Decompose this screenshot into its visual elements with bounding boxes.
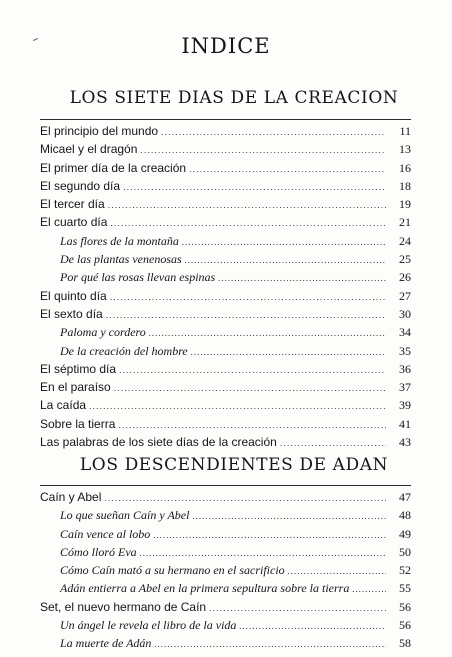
- dot-leader: [119, 361, 386, 379]
- toc-entry-title: Cómo lloró Eva: [60, 544, 137, 559]
- toc-entry-title: El principio del mundo: [40, 124, 159, 138]
- toc-subentry: [40, 232, 411, 250]
- toc-subentry: [40, 323, 411, 341]
- section-heading-creation: LOS SIETE DIAS DE LA CREACION: [69, 88, 399, 108]
- toc-subentry: [40, 342, 411, 360]
- toc-entry-title: Set, el nuevo hermano de Caín: [40, 599, 207, 614]
- dot-leader: [154, 635, 386, 653]
- toc-entry: [40, 488, 411, 506]
- toc-entry-page: 13: [399, 142, 411, 157]
- dot-leader: [192, 507, 386, 525]
- toc-entry: [40, 140, 411, 158]
- toc-entry-page: 47: [399, 490, 411, 504]
- toc-entry: [40, 159, 411, 177]
- toc-entry: [40, 378, 411, 396]
- toc-entry-page: 16: [399, 160, 411, 175]
- toc-entry-page: 30: [399, 306, 411, 321]
- toc-entry: [40, 287, 411, 305]
- toc-entry-page: 26: [399, 270, 411, 285]
- toc-entry-title: El quinto día: [40, 288, 107, 303]
- toc-entry-title: Caín y Abel: [40, 490, 102, 504]
- toc-subentry: [40, 525, 411, 543]
- dot-leader: [352, 580, 386, 598]
- dot-leader: [108, 196, 386, 214]
- dot-leader: [104, 489, 386, 507]
- toc-entry-page: 50: [399, 544, 411, 559]
- toc-entry-title: El séptimo día: [40, 361, 117, 376]
- dot-leader: [140, 544, 386, 562]
- dot-leader: [239, 617, 386, 635]
- section-divider: [40, 485, 411, 486]
- toc-entry-title: Paloma y cordero: [60, 325, 146, 340]
- dot-leader: [110, 214, 386, 232]
- toc-entry-page: 36: [399, 361, 411, 376]
- dot-leader: [114, 379, 386, 397]
- toc-entry-title: En el paraíso: [40, 380, 111, 395]
- toc-entry: [40, 122, 411, 140]
- dot-leader: [153, 526, 386, 544]
- toc-subentry: [40, 634, 411, 652]
- toc-subentry: [40, 250, 411, 268]
- section-heading-descendants: LOS DESCENDIENTES DE ADAN: [79, 455, 389, 475]
- toc-entry-page: 52: [399, 563, 411, 578]
- dot-leader: [280, 434, 386, 452]
- toc-subentry: [40, 616, 411, 634]
- toc-entry-page: 41: [399, 416, 411, 431]
- toc-entry-title: Adán entierra a Abel en la primera sepultura sobre la tierra: [60, 581, 350, 596]
- toc-entry-page: 19: [399, 197, 411, 212]
- toc-entry-page: 25: [399, 252, 411, 267]
- toc-entry-page: 48: [399, 508, 411, 523]
- toc-entry-page: 11: [399, 124, 411, 138]
- toc-entry-title: Lo que sueñan Caín y Abel: [60, 508, 190, 523]
- dot-leader: [149, 324, 386, 342]
- toc-entry-title: De la creación del hombre: [60, 343, 188, 358]
- toc-entry-title: Cómo Caín mató a su hermano en el sacrificio: [60, 563, 285, 578]
- toc-entry-page: 55: [399, 581, 411, 596]
- dot-leader: [110, 288, 386, 306]
- toc-entry: [40, 433, 411, 451]
- toc-entry-title: Micael y el dragón: [40, 142, 138, 157]
- dot-leader: [161, 123, 386, 141]
- section-divider: [40, 119, 411, 120]
- toc-entry-page: 21: [399, 215, 411, 230]
- toc-entry-title: Caín vence al lobo: [60, 526, 151, 541]
- toc-entry: [40, 598, 411, 616]
- dot-leader: [118, 416, 386, 434]
- toc-entry-page: 27: [399, 288, 411, 303]
- dot-leader: [185, 251, 386, 269]
- toc-entry-title: Sobre la tierra: [40, 416, 116, 431]
- toc-entry-page: 37: [399, 380, 411, 395]
- dot-leader: [123, 178, 386, 196]
- toc-entry: [40, 415, 411, 433]
- dot-leader: [191, 343, 386, 361]
- toc-entry-page: 18: [399, 178, 411, 193]
- toc-entry-page: 34: [399, 325, 411, 340]
- toc-list-descendants: [40, 488, 411, 653]
- toc-entry-title: El sexto día: [40, 306, 103, 321]
- toc-subentry: [40, 561, 411, 579]
- dot-leader: [89, 397, 386, 415]
- toc-entry: [40, 305, 411, 323]
- toc-list-creation: [40, 122, 411, 451]
- toc-entry-title: La caída: [40, 398, 87, 413]
- dot-leader: [106, 306, 386, 324]
- toc-entry: [40, 177, 411, 195]
- dot-leader: [182, 233, 386, 251]
- toc-entry-title: De las plantas venenosas: [60, 252, 182, 267]
- toc-entry-page: 56: [399, 599, 411, 614]
- toc-entry: [40, 195, 411, 213]
- toc-subentry: [40, 268, 411, 286]
- toc-subentry: [40, 543, 411, 561]
- toc-entry-title: El cuarto día: [40, 215, 108, 230]
- toc-entry-title: Las flores de la montaña: [60, 233, 179, 248]
- page-title: INDICE: [181, 34, 271, 58]
- toc-entry-title: La muerte de Adán: [60, 636, 152, 651]
- toc-entry: [40, 360, 411, 378]
- toc-entry-title: Las palabras de los siete días de la creación: [40, 435, 277, 450]
- toc-entry-title: El tercer día: [40, 197, 105, 212]
- dot-leader: [189, 160, 386, 178]
- dot-leader: [209, 599, 386, 617]
- dot-leader: [140, 141, 386, 159]
- toc-entry: [40, 213, 411, 231]
- toc-entry-page: 43: [399, 435, 411, 450]
- toc-entry-page: 58: [399, 636, 411, 651]
- toc-entry-title: El primer día de la creación: [40, 160, 187, 175]
- toc-entry-page: 35: [399, 343, 411, 358]
- toc-entry-page: 56: [399, 618, 411, 633]
- toc-entry-title: Un ángel le revela el libro de la vida: [60, 618, 237, 633]
- toc-entry: [40, 396, 411, 414]
- dot-leader: [288, 562, 386, 580]
- toc-entry-title: Por qué las rosas llevan espinas: [60, 270, 216, 285]
- dot-leader: [218, 269, 386, 287]
- toc-entry-page: 24: [399, 233, 411, 248]
- toc-subentry: [40, 506, 411, 524]
- toc-entry-page: 39: [399, 398, 411, 413]
- toc-subentry: [40, 579, 411, 597]
- toc-entry-title: El segundo día: [40, 178, 121, 193]
- toc-entry-page: 49: [399, 526, 411, 541]
